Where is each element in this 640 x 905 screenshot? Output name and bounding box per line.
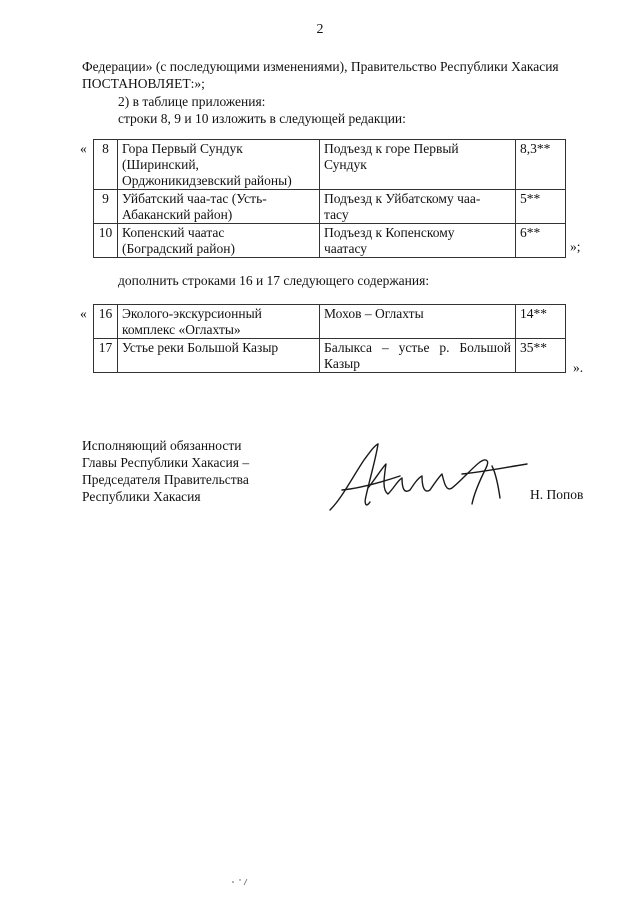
object-name: [118, 224, 320, 258]
instruction-replace-rows: строки 8, 9 и 10 изложить в следующей редакции:: [118, 111, 406, 126]
table-row: [94, 190, 566, 224]
text-line: чаатасу: [324, 241, 368, 256]
distance-value: 14**: [516, 305, 566, 339]
signatory-line: Республики Хакасия: [82, 489, 201, 504]
object-name: [118, 339, 320, 373]
instruction-add-rows: дополнить строками 16 и 17 следующего содержания:: [118, 273, 430, 288]
row-number: 10: [94, 224, 118, 258]
text-line: Казыр: [324, 356, 360, 371]
distance-value: 35**: [516, 339, 566, 373]
route-name: [320, 190, 516, 224]
table2-open-quote: «: [80, 306, 87, 321]
item-2-heading: 2) в таблице приложения:: [118, 94, 266, 109]
table-row: [94, 224, 566, 258]
table1-open-quote: «: [80, 141, 87, 156]
text-line: Гора Первый Сундук: [122, 141, 243, 156]
object-name: [118, 190, 320, 224]
text-line: тасу: [324, 207, 349, 222]
table-row: [94, 140, 566, 190]
row-number: 9: [94, 190, 118, 224]
signatory-line: Исполняющий обязанности: [82, 438, 242, 453]
signatory-line: Главы Республики Хакасия –: [82, 455, 250, 470]
distance-value: 5**: [516, 190, 566, 224]
text-line: (Боградский район): [122, 241, 235, 256]
text-line: Мохов – Оглахты: [324, 306, 424, 321]
distance-value: 8,3**: [516, 140, 566, 190]
object-name: [118, 140, 320, 190]
text-line: комплекс «Оглахты»: [122, 322, 241, 337]
page-number: 2: [316, 22, 324, 37]
text-line: Эколого-экскурсионный: [122, 306, 262, 321]
text-line: Орджоникидзевский районы): [122, 173, 292, 188]
route-name: [320, 140, 516, 190]
text-line: Абаканский район): [122, 207, 233, 222]
row-number: 16: [94, 305, 118, 339]
text-line: Подъезд к Копенскому: [324, 225, 455, 240]
table-rows-16-17: [93, 304, 566, 373]
object-name: [118, 305, 320, 339]
table-row: [94, 305, 566, 339]
intro-line-1: Федерации» (с последующими изменениями), Правительство Республики Хакасия: [82, 59, 559, 74]
table-row: [94, 339, 566, 373]
text-line: (Ширинский,: [122, 157, 199, 172]
text-line: Балыкса – устье р. Большой: [324, 340, 511, 355]
text-line: Подъезд к горе Первый: [324, 141, 459, 156]
distance-value: 6**: [516, 224, 566, 258]
text-line: Копенский чаатас: [122, 225, 225, 240]
scan-artifact-marks: [230, 876, 254, 888]
table1-close-quote: »;: [570, 239, 581, 254]
intro-line-2: ПОСТАНОВЛЯЕТ:»;: [82, 76, 205, 91]
text-line: Подъезд к Уйбатскому чаа-: [324, 191, 481, 206]
handwritten-signature: [322, 438, 532, 518]
table-rows-8-10: [93, 139, 566, 258]
row-number: 8: [94, 140, 118, 190]
text-line: Уйбатский чаа-тас (Усть-: [122, 191, 267, 206]
route-name: [320, 339, 516, 373]
signatory-line: Председателя Правительства: [82, 472, 249, 487]
route-name: [320, 224, 516, 258]
signatory-name: Н. Попов: [530, 487, 584, 502]
text-line: Сундук: [324, 157, 367, 172]
table2-close-quote: ».: [573, 360, 584, 375]
text-line: Устье реки Большой Казыр: [122, 340, 279, 355]
row-number: 17: [94, 339, 118, 373]
route-name: [320, 305, 516, 339]
signatory-title: [82, 437, 249, 505]
